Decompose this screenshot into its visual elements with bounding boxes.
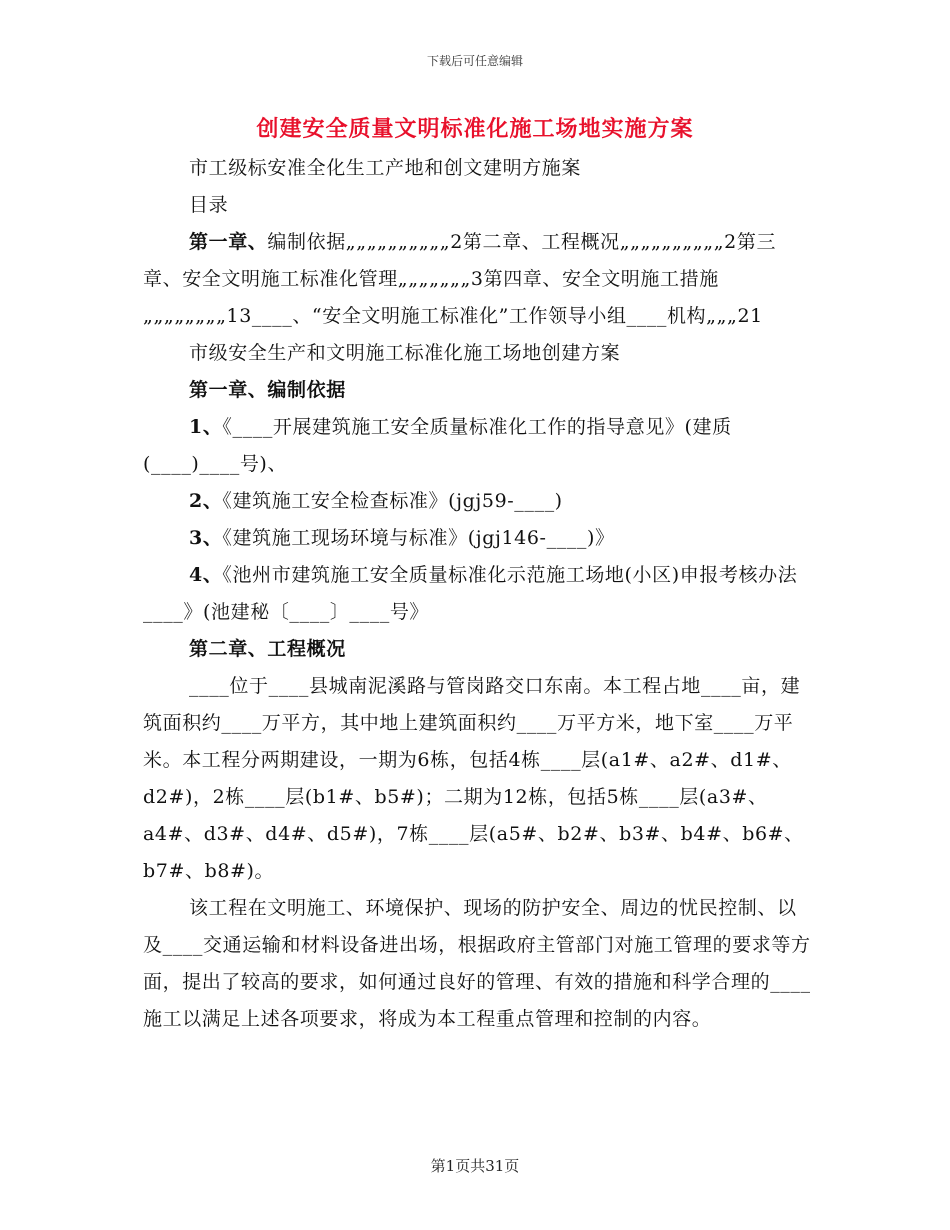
- basis-item-text: 《建筑施工现场环境与标准》(jgj146-____)》: [222, 527, 615, 549]
- overview-paragraph-2: 该工程在文明施工、环境保护、现场的防护安全、周边的忧民控制、以及____交通运输和材料设备进出场，根据政府主管部门对施工管理的要求等方面，提出了较高的要求，如何通过良好的管理、有效的措施和科学合理的____施工以满足上述各项要求，将成为本工程重点管理和控制的内容。: [143, 897, 811, 1030]
- page-header-note: 下载后可任意编辑: [426, 54, 523, 68]
- toc-label: 目录: [189, 194, 229, 216]
- basis-item-1: [143, 409, 811, 483]
- plan-title: 市级安全生产和文明施工标准化施工场地创建方案: [189, 342, 621, 364]
- basis-item-text: 《建筑施工安全检查标准》(jgj59-____): [222, 490, 563, 512]
- document-title: 创建安全质量文明标准化施工场地实施方案: [256, 117, 694, 142]
- document-body: [143, 150, 811, 1038]
- chapter-2-heading: 第二章、工程概况: [189, 638, 346, 660]
- basis-item-2: [143, 483, 811, 520]
- page-number: 第1页共31页: [430, 1157, 520, 1175]
- table-of-contents: [143, 224, 811, 335]
- toc-first-chapter-label: 第一章、: [189, 231, 268, 253]
- basis-item-number: 2、: [189, 490, 223, 512]
- basis-item-number: 1、: [189, 416, 223, 438]
- basis-item-text: 《池州市建筑施工安全质量标准化示范施工场地(小区)申报考核办法____》(池建秘〔____〕____号》: [143, 564, 798, 623]
- basis-item-text: 《____开展建筑施工安全质量标准化工作的指导意见》(建质(____)____号)、: [143, 416, 732, 475]
- basis-item-3: [143, 520, 811, 557]
- basis-item-number: 3、: [189, 527, 223, 549]
- overview-paragraph-1: ____位于____县城南泥溪路与管岗路交口东南。本工程占地____亩，建筑面积约____万平方，其中地上建筑面积约____万平方米，地下室____万平米。本工程分两期建设，一期为6栋，包括4栋____层(a1#、a2#、d1#、d2#)，2栋____层(b1#、b5#)；二期为12栋，包括5栋____层(a3#、a4#、d3#、d4#、d5#)，7栋____层(a5#、b2#、b3#、b4#、b6#、b7#、b8#)。: [143, 675, 804, 882]
- basis-item-number: 4、: [189, 564, 223, 586]
- toc-entries: 编制依据„„„„„„„„„„2第二章、工程概况„„„„„„„„„„2第三章、安全文明施工标准化管理„„„„„„„3第四章、安全文明施工措施„„„„„„„„13____、“安全文明施工标准化”工作领导小组____机构„„„21: [143, 231, 777, 327]
- subtitle: 市工级标安准全化生工产地和创文建明方施案: [189, 157, 582, 179]
- basis-item-4: [143, 557, 811, 631]
- chapter-1-heading: 第一章、编制依据: [189, 379, 346, 401]
